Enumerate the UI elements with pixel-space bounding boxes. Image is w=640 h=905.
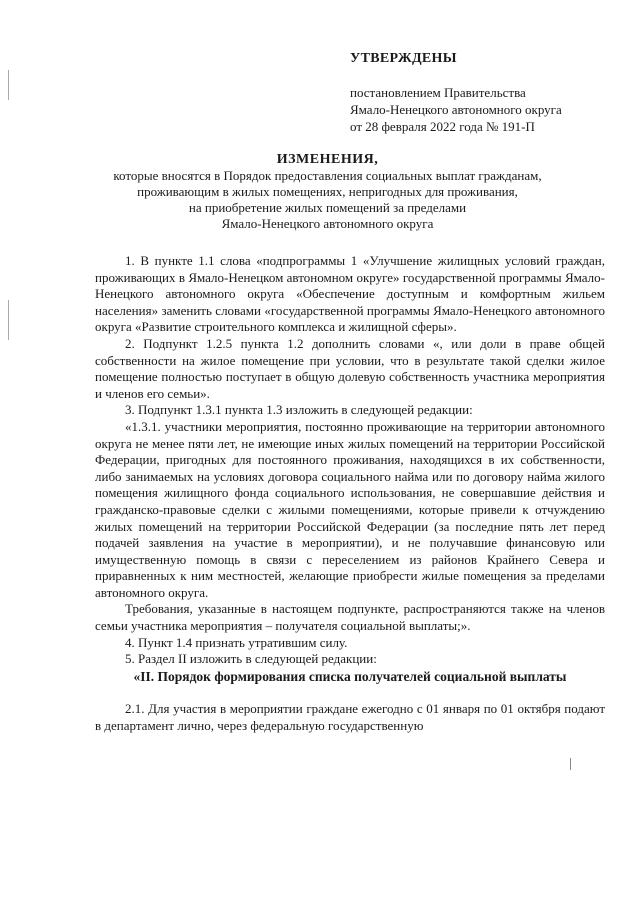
- paragraph: «1.3.1. участники мероприятия, постоянно проживающие на территории автономного округа не менее пяти лет, не имеющие иных жилых помещений на территории Российской Федерации, пригодных для постоянного проживания, находящихся в их собственности, либо занимаемых на условиях договора социального найма или по договору найма жилого помещения жилищного фонда социального использования, не совершавшие действия и гражданско-правовые сделки с жилыми помещениями, которые привели к отчуждению жилых помещений на территории Российской Федерации (за последние пять лет перед подачей заявления на участие в мероприятии), и не получавшие финансовую или имущественную помощь в связи с переселением из районов Крайнего Севера и приравненных к ним местностей, желающие приобрести жилые помещения за пределами автономного округа.: [95, 418, 605, 600]
- approval-line: постановлением Правительства: [350, 85, 526, 100]
- paragraph: 2. Подпункт 1.2.5 пункта 1.2 дополнить словами «, или доли в праве общей собственности на жилое помещение при условии, что в результате такой сделки жилое помещение полностью поступает в общую долевую собственность участника мероприятия и членов его семьи».: [95, 335, 605, 401]
- approval-line: Ямало-Ненецкого автономного округа: [350, 102, 562, 117]
- document-heading: [80, 152, 575, 232]
- scan-edge-mark: [8, 70, 9, 100]
- paragraph: 5. Раздел II изложить в следующей редакции:: [125, 651, 377, 667]
- page-mark: [570, 758, 571, 770]
- approval-block: [350, 50, 610, 135]
- paragraph: 4. Пункт 1.4 признать утратившим силу.: [125, 634, 348, 650]
- heading-title: ИЗМЕНЕНИЯ,: [276, 152, 379, 167]
- heading-line: проживающим в жилых помещениях, непригодных для проживания,: [137, 184, 518, 199]
- paragraph: 2.1. Для участия в мероприятии граждане ежегодно с 01 января по 01 октября подают в департамент лично, через федеральную государственную: [95, 701, 605, 734]
- paragraph: 3. Подпункт 1.3.1 пункта 1.3 изложить в следующей редакции:: [125, 402, 473, 418]
- paragraph: 1. В пункте 1.1 слова «подпрограммы 1 «Улучшение жилищных условий граждан, проживающих в Ямало-Ненецком автономном округе» государственной программы Ямало-Ненецкого автономного округа «Обеспечение доступным и комфортным жильем населения» заменить словами «государственной программы Ямало-Ненецкого автономного округа «Развитие строительного комплекса и жилищной сферы».: [95, 253, 605, 335]
- paragraph: Требования, указанные в настоящем подпункте, распространяются также на членов семьи участника мероприятия – получателя социальной выплаты;».: [95, 601, 605, 634]
- heading-line: Ямало-Ненецкого автономного округа: [221, 216, 434, 231]
- scan-edge-mark: [8, 300, 9, 340]
- heading-line: на приобретение жилых помещений за пределами: [188, 200, 467, 215]
- section-heading: «II. Порядок формирования списка получателей социальной выплаты: [133, 668, 567, 684]
- heading-line: которые вносятся в Порядок предоставления социальных выплат гражданам,: [113, 168, 542, 183]
- document-body: [95, 253, 605, 735]
- approval-title: УТВЕРЖДЕНЫ: [350, 51, 457, 66]
- approval-line: от 28 февраля 2022 года № 191-П: [350, 119, 535, 134]
